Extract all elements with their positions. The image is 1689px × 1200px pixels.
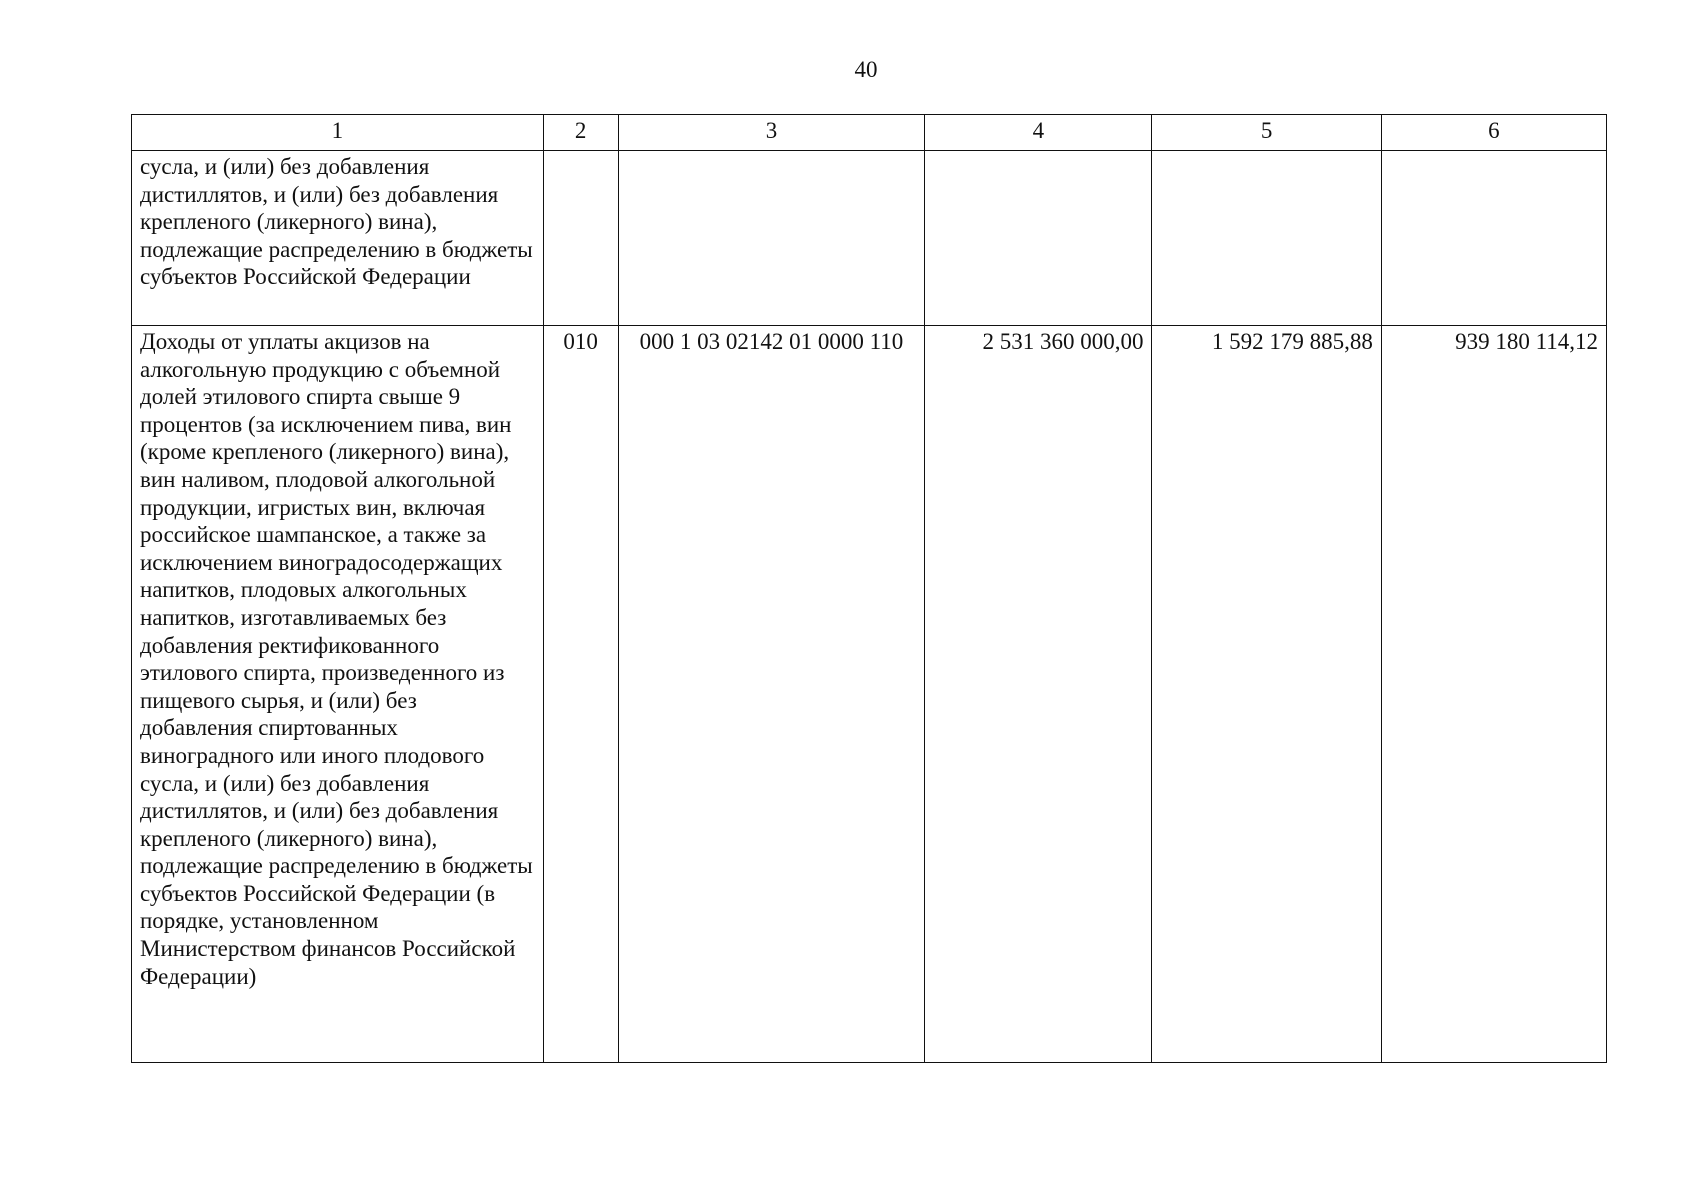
header-col-5: 5 <box>1152 115 1381 151</box>
row-approved <box>925 151 1152 326</box>
table-row <box>132 151 1607 326</box>
page-number: 40 <box>854 57 878 82</box>
row-description: сусла, и (или) без добавления дистиллятов, и (или) без добавления крепленого (ликерного) вина), подлежащие распределению в бюджеты субъектов Российской Федерации <box>132 151 544 326</box>
row-code: 010 <box>543 326 618 1063</box>
header-col-3: 3 <box>618 115 925 151</box>
row-code <box>543 151 618 326</box>
row-approved: 2 531 360 000,00 <box>925 326 1152 1063</box>
header-col-1: 1 <box>132 115 544 151</box>
table-header-row <box>132 115 1607 151</box>
header-col-4: 4 <box>925 115 1152 151</box>
row-kbk: 000 1 03 02142 01 0000 110 <box>618 326 925 1063</box>
table-row <box>132 326 1607 1063</box>
row-executed: 1 592 179 885,88 <box>1152 326 1381 1063</box>
header-col-2: 2 <box>543 115 618 151</box>
row-executed <box>1152 151 1381 326</box>
row-description: Доходы от уплаты акцизов на алкогольную продукцию с объемной долей этилового спирта свыше 9 процентов (за исключением пива, вин (кроме крепленого (ликерного) вина), вин наливом, плодовой алкогольной продукции, игристых вин, включая российское шампанское, а также за исключением виноградосодержащих напитков, плодовых алкогольных напитков, изготавливаемых без добавления ректификованного этилового спирта, произведенного из пищевого сырья, и (или) без добавления спиртованных виноградного или иного плодового сусла, и (или) без добавления дистиллятов, и (или) без добавления крепленого (ликерного) вина), подлежащие распределению в бюджеты субъектов Российской Федерации (в порядке, установленном Министерством финансов Российской Федерации) <box>132 326 544 1063</box>
row-kbk <box>618 151 925 326</box>
row-unexecuted <box>1381 151 1606 326</box>
row-unexecuted: 939 180 114,12 <box>1381 326 1606 1063</box>
revenue-table <box>131 114 1607 1063</box>
header-col-6: 6 <box>1381 115 1606 151</box>
